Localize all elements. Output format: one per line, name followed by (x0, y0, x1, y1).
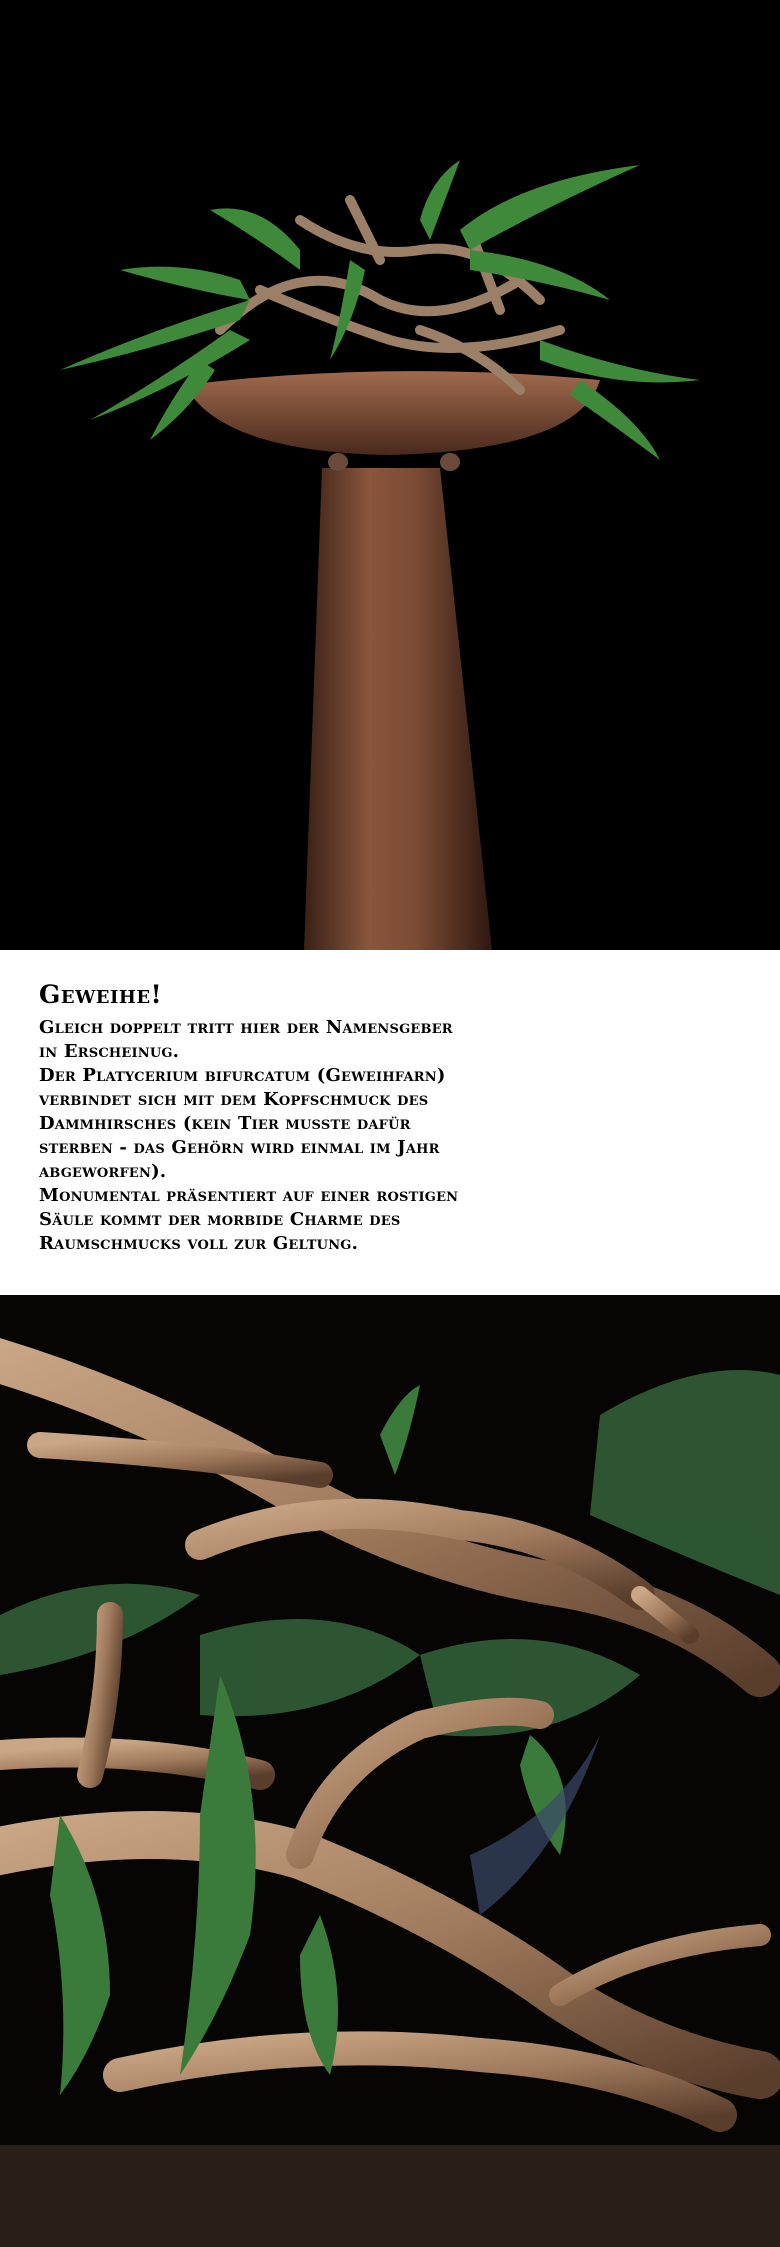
article-line: Säule kommt der morbide Charme des (39, 1209, 401, 1230)
article-line: Raumschmucks voll zur Geltung. (39, 1233, 359, 1254)
article-line: Dammhirsches (kein Tier musste dafür (39, 1113, 411, 1134)
article-line: in Erscheinug. (39, 1041, 180, 1062)
article-line: abgeworfen). (39, 1161, 167, 1182)
article-line: Gleich doppelt tritt hier der Namensgeber (39, 1017, 453, 1038)
article-line: Monumental präsentiert auf einer rostigen (39, 1185, 459, 1206)
bottom-photo (0, 1295, 780, 2247)
article-line: sterben - das Gehörn wird einmal im Jahr (39, 1137, 440, 1158)
article-text (39, 980, 559, 1256)
article-line: verbindet sich mit dem Kopfschmuck des (39, 1089, 429, 1110)
article-line: Der Platycerium bifurcatum (Geweihfarn) (39, 1065, 446, 1086)
text-panel (0, 950, 780, 1295)
top-photo (0, 0, 780, 950)
article-title: Geweihe! (39, 980, 163, 1009)
column-planter-illustration (0, 0, 780, 950)
antler-closeup-illustration (0, 1295, 780, 2247)
